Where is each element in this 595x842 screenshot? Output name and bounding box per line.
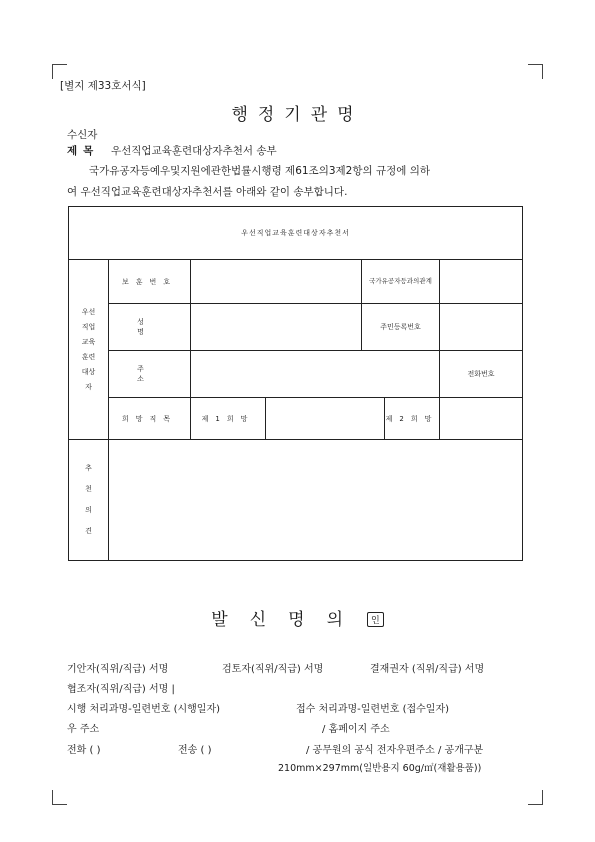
org-name: 행정기관명	[231, 105, 364, 125]
footer-exec-no: 시행 처리과명-일련번호 (시행일자)	[67, 704, 221, 715]
phone-label: 전화번호	[440, 351, 523, 398]
bohun-no-label: 보훈번호	[109, 260, 191, 304]
resident-no-label: 주민등록번호	[362, 304, 440, 351]
crop-mark-bottom-left	[52, 790, 67, 805]
recipient-label: 수신자	[67, 129, 98, 141]
footer-email: / 공무원의 공식 전자우편주소 / 공개구분	[306, 745, 484, 756]
wish2-label: 제2희망	[385, 398, 440, 440]
subject-line	[67, 143, 277, 158]
address-field[interactable]	[191, 351, 440, 398]
form-number: [별지 제33호서식]	[60, 80, 146, 92]
footer-reviewer: 검토자(직위/직급) 서명	[222, 664, 324, 675]
address-label: 주소	[109, 351, 191, 398]
footer-homepage: / 홈페이지 주소	[322, 724, 390, 735]
footer-drafter: 기안자(직위/직급) 서명	[67, 664, 169, 675]
wish2-field[interactable]	[440, 398, 523, 440]
wish1-label: 제1희망	[191, 398, 266, 440]
wish-field-label: 희망직목	[109, 398, 191, 440]
opinion-label: 추 천 의 견	[69, 440, 109, 561]
body-line-1: 국가유공자등예우및지원에관한법률시행령 제61조의3제2항의 규정에 의하	[89, 165, 431, 177]
section-target-label: 우선 직업 교육 훈련 대상 자	[69, 260, 109, 440]
bohun-no-field[interactable]	[191, 260, 362, 304]
footer-fax: 전송 ( )	[178, 745, 212, 756]
crop-mark-top-left	[52, 64, 67, 79]
issuer-name: 발신명의	[211, 610, 365, 630]
footer-phone: 전화 ( )	[67, 745, 101, 756]
recommendation-form-table	[68, 206, 523, 561]
form-title: 우선직업교육훈련대상자추천서	[69, 207, 523, 260]
opinion-field[interactable]	[109, 440, 523, 561]
subject-label: 제목	[67, 145, 100, 157]
name-field[interactable]	[191, 304, 362, 351]
footer-approver: 결재권자 (직위/직급) 서명	[370, 664, 485, 675]
crop-mark-top-right	[528, 64, 543, 79]
footer-receipt-no: 접수 처리과명-일련번호 (접수일자)	[296, 704, 450, 715]
seal-mark: 인	[367, 612, 384, 627]
wish1-field[interactable]	[266, 398, 385, 440]
paper-spec: 210mm×297mm(일반용지 60g/㎡(재활용품))	[278, 763, 482, 774]
footer-cooperator: 협조자(직위/직급) 서명 |	[67, 684, 175, 695]
body-line-2: 여 우선직업교육훈련대상자추천서를 아래와 같이 송부합니다.	[67, 186, 348, 198]
relation-label: 국가유공자등과의관계	[362, 260, 440, 304]
resident-no-field[interactable]	[440, 304, 523, 351]
name-label: 성명	[109, 304, 191, 351]
relation-field[interactable]	[440, 260, 523, 304]
subject-text: 우선직업교육훈련대상자추천서 송부	[111, 145, 277, 157]
crop-mark-bottom-right	[528, 790, 543, 805]
footer-postal-address: 우 주소	[67, 724, 100, 735]
issuer-line	[0, 605, 595, 630]
